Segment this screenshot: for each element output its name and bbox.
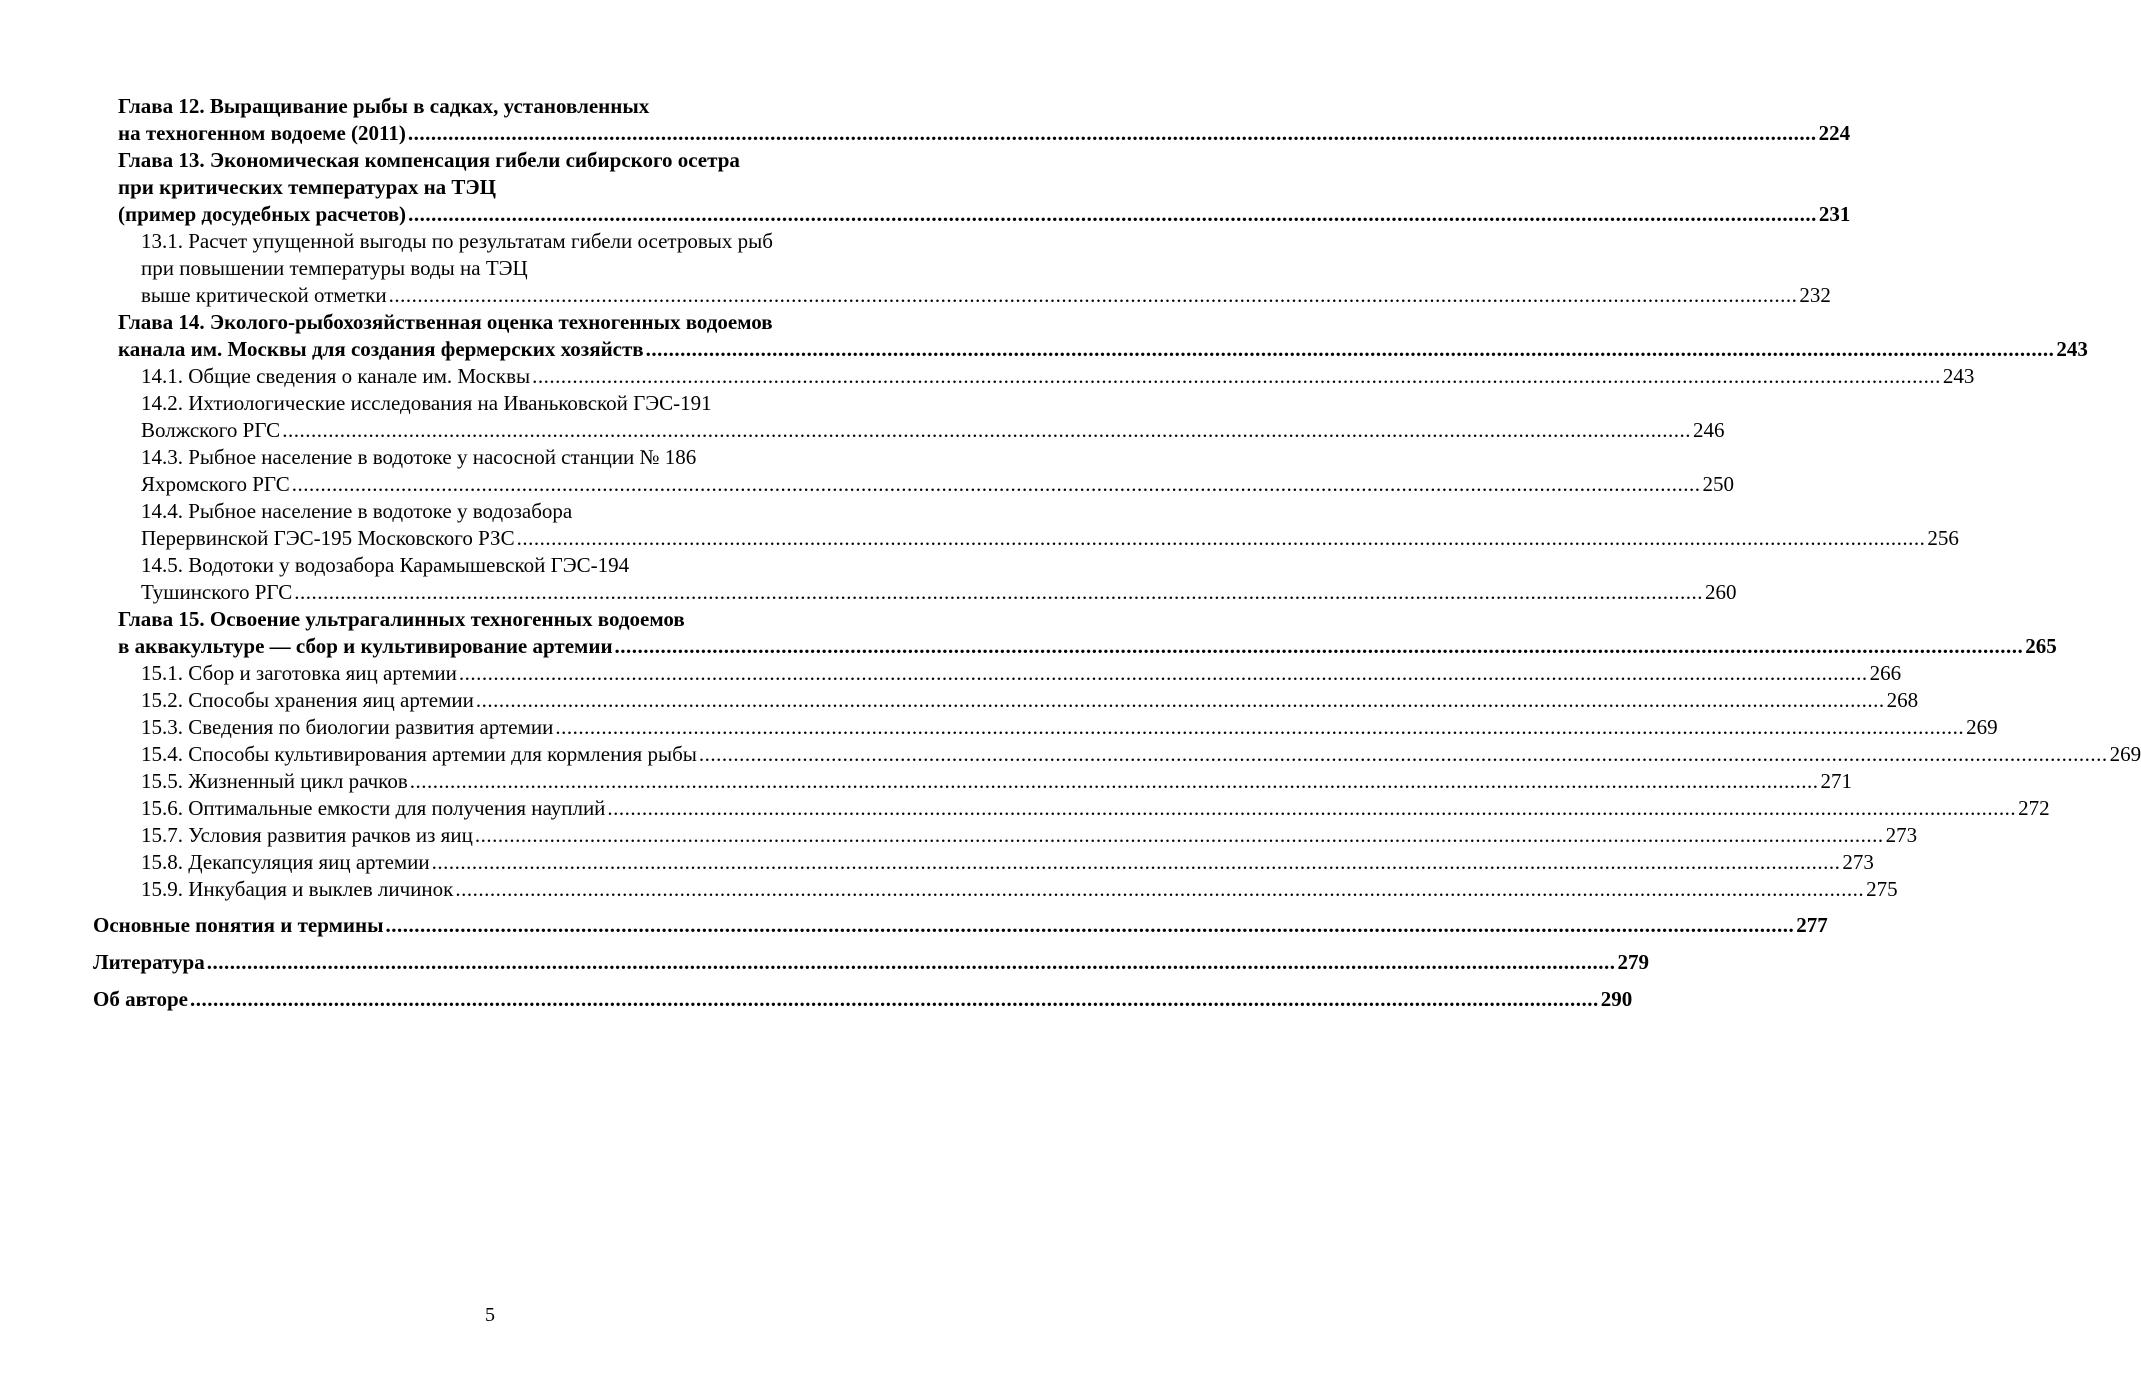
toc-entry-title: 15.8. Декапсуляция яиц артемии xyxy=(141,850,430,874)
toc-page-number: 277 xyxy=(1796,913,1828,937)
toc-page-number: 266 xyxy=(1869,661,1902,685)
toc-entry-title: 15.2. Способы хранения яиц артемии xyxy=(141,688,474,712)
dot-leader: ..................................................................................................................................................................................................................................................... xyxy=(698,742,2108,766)
toc-page-number: 279 xyxy=(1617,950,1649,974)
toc-page-number: 269 xyxy=(1966,715,1998,739)
dot-leader: ..................................................................................................................................................................................................................................................... xyxy=(409,769,1819,793)
toc-page-number: 250 xyxy=(1702,472,1734,496)
dot-leader: ..................................................................................................................................................................................................................................................... xyxy=(189,987,1599,1011)
table-of-contents xyxy=(0,93,2141,1013)
toc-page-number: 269 xyxy=(2109,742,2141,766)
dot-leader: ..................................................................................................................................................................................................................................................... xyxy=(458,661,1868,685)
toc-entry-line: 14.2. Ихтиологические исследования на Иваньковской ГЭС-191 xyxy=(141,391,712,415)
toc-entry-chapter-15[interactable] xyxy=(118,606,2057,660)
dot-leader: ..................................................................................................................................................................................................................................................... xyxy=(455,877,1865,901)
toc-page-number: 272 xyxy=(2018,796,2050,820)
dot-leader: ..................................................................................................................................................................................................................................................... xyxy=(614,634,2024,658)
toc-page-number: 271 xyxy=(1820,769,1852,793)
dot-leader: ..................................................................................................................................................................................................................................................... xyxy=(385,913,1795,937)
toc-entry-line: Глава 15. Освоение ультрагалинных техногенных водоемов xyxy=(118,607,685,631)
toc-entry-title: в аквакультуре — сбор и культивирование артемии xyxy=(118,634,613,658)
toc-page-number: 232 xyxy=(1799,283,1831,307)
dot-leader: ..................................................................................................................................................................................................................................................... xyxy=(532,364,1941,388)
toc-entry-section-15-4[interactable] xyxy=(141,741,2141,768)
dot-leader: ..................................................................................................................................................................................................................................................... xyxy=(388,283,1798,307)
toc-entry-section-15-1[interactable] xyxy=(141,660,1902,687)
toc-entry-line: 14.5. Водотоки у водозабора Карамышевской ГЭС-194 xyxy=(141,553,630,577)
toc-entry-title: 15.3. Сведения по биологии развития артемии xyxy=(141,715,554,739)
toc-page-number: 256 xyxy=(1927,526,1959,550)
dot-leader: ..................................................................................................................................................................................................................................................... xyxy=(206,950,1616,974)
toc-entry-terms[interactable] xyxy=(93,912,1828,939)
toc-entry-title: (пример досудебных расчетов) xyxy=(118,202,407,226)
toc-entry-line: Глава 14. Эколого-рыбохозяйственная оценка техногенных водоемов xyxy=(118,310,773,334)
dot-leader: ..................................................................................................................................................................................................................................................... xyxy=(516,526,1926,550)
toc-entry-line: 14.3. Рыбное население в водотоке у насосной станции № 186 xyxy=(141,445,697,469)
toc-page-number: 224 xyxy=(1818,121,1851,145)
toc-entry-chapter-12[interactable] xyxy=(118,93,1851,147)
toc-entry-section-13-1[interactable] xyxy=(141,228,1831,309)
toc-entry-title: Об авторе xyxy=(93,987,188,1011)
toc-entry-line: 14.4. Рыбное население в водотоке у водозабора xyxy=(141,499,573,523)
toc-entry-line: Глава 13. Экономическая компенсация гибели сибирского осетра xyxy=(118,148,740,172)
toc-page-number: 260 xyxy=(1705,580,1737,604)
toc-entry-line: при повышении температуры воды на ТЭЦ xyxy=(141,256,528,280)
toc-entry-title: 15.1. Сбор и заготовка яиц артемии xyxy=(141,661,457,685)
dot-leader: ..................................................................................................................................................................................................................................................... xyxy=(294,580,1704,604)
toc-entry-title: 14.1. Общие сведения о канале им. Москвы xyxy=(141,364,531,388)
toc-page-number: 246 xyxy=(1692,418,1725,442)
toc-entry-about-author[interactable] xyxy=(93,986,1633,1013)
toc-entry-title: 15.6. Оптимальные емкости для получения науплий xyxy=(141,796,606,820)
toc-page-number: 268 xyxy=(1886,688,1919,712)
toc-entry-title: Перервинской ГЭС-195 Московского РЗС xyxy=(141,526,515,550)
toc-entry-line: при критических температурах на ТЭЦ xyxy=(118,175,497,199)
dot-leader: ..................................................................................................................................................................................................................................................... xyxy=(291,472,1701,496)
toc-entry-section-15-9[interactable] xyxy=(141,876,1898,903)
toc-entry-title: 15.4. Способы культивирования артемии для кормления рыбы xyxy=(141,742,697,766)
toc-entry-section-15-6[interactable] xyxy=(141,795,2050,822)
toc-entry-title: Литература xyxy=(93,950,205,974)
toc-entry-title: 15.7. Условия развития рачков из яиц xyxy=(141,823,473,847)
dot-leader: ..................................................................................................................................................................................................................................................... xyxy=(555,715,1965,739)
dot-leader: ..................................................................................................................................................................................................................................................... xyxy=(431,850,1841,874)
toc-entry-line: 13.1. Расчет упущенной выгоды по результатам гибели осетровых рыб xyxy=(141,229,773,253)
toc-page-number: 265 xyxy=(2025,634,2057,658)
toc-entry-line: Глава 12. Выращивание рыбы в садках, установленных xyxy=(118,94,650,118)
toc-entry-section-15-7[interactable] xyxy=(141,822,1918,849)
toc-entry-section-15-2[interactable] xyxy=(141,687,1919,714)
dot-leader: ..................................................................................................................................................................................................................................................... xyxy=(475,688,1885,712)
toc-entry-section-14-2[interactable] xyxy=(141,390,1725,444)
toc-entry-section-14-3[interactable] xyxy=(141,444,1734,498)
toc-entry-title: канала им. Москвы для создания фермерских хозяйств xyxy=(118,337,644,361)
dot-leader: ..................................................................................................................................................................................................................................................... xyxy=(645,337,2055,361)
toc-page-number: 231 xyxy=(1818,202,1851,226)
toc-entry-title: Основные понятия и термины xyxy=(93,913,384,937)
dot-leader: ..................................................................................................................................................................................................................................................... xyxy=(474,823,1884,847)
toc-entry-title: выше критической отметки xyxy=(141,283,387,307)
toc-entry-section-14-5[interactable] xyxy=(141,552,1737,606)
toc-entry-title: Волжского РГС xyxy=(141,418,281,442)
dot-leader: ..................................................................................................................................................................................................................................................... xyxy=(408,202,1817,226)
toc-entry-section-14-4[interactable] xyxy=(141,498,1959,552)
toc-entry-title: Тушинского РГС xyxy=(141,580,293,604)
toc-entry-title: 15.9. Инкубация и выклев личинок xyxy=(141,877,454,901)
dot-leader: ..................................................................................................................................................................................................................................................... xyxy=(407,121,1817,145)
dot-leader: ..................................................................................................................................................................................................................................................... xyxy=(282,418,1691,442)
toc-page-number: 273 xyxy=(1842,850,1874,874)
toc-entry-title: на техногенном водоеме (2011) xyxy=(118,121,406,145)
toc-entry-title: 15.5. Жизненный цикл рачков xyxy=(141,769,408,793)
toc-page-number: 273 xyxy=(1885,823,1918,847)
toc-entry-section-15-8[interactable] xyxy=(141,849,1874,876)
toc-entry-chapter-13[interactable] xyxy=(118,147,1851,228)
toc-page-number: 290 xyxy=(1600,987,1633,1011)
page-number: 5 xyxy=(485,1304,495,1326)
toc-entry-chapter-14[interactable] xyxy=(118,309,2088,363)
toc-entry-section-15-5[interactable] xyxy=(141,768,1852,795)
toc-entry-section-14-1[interactable] xyxy=(141,363,1975,390)
toc-page-number: 243 xyxy=(2056,337,2088,361)
toc-entry-title: Яхромского РГС xyxy=(141,472,290,496)
toc-entry-literature[interactable] xyxy=(93,949,1649,976)
dot-leader: ..................................................................................................................................................................................................................................................... xyxy=(607,796,2017,820)
toc-entry-section-15-3[interactable] xyxy=(141,714,1998,741)
toc-page-number: 243 xyxy=(1942,364,1975,388)
toc-page-number: 275 xyxy=(1866,877,1898,901)
